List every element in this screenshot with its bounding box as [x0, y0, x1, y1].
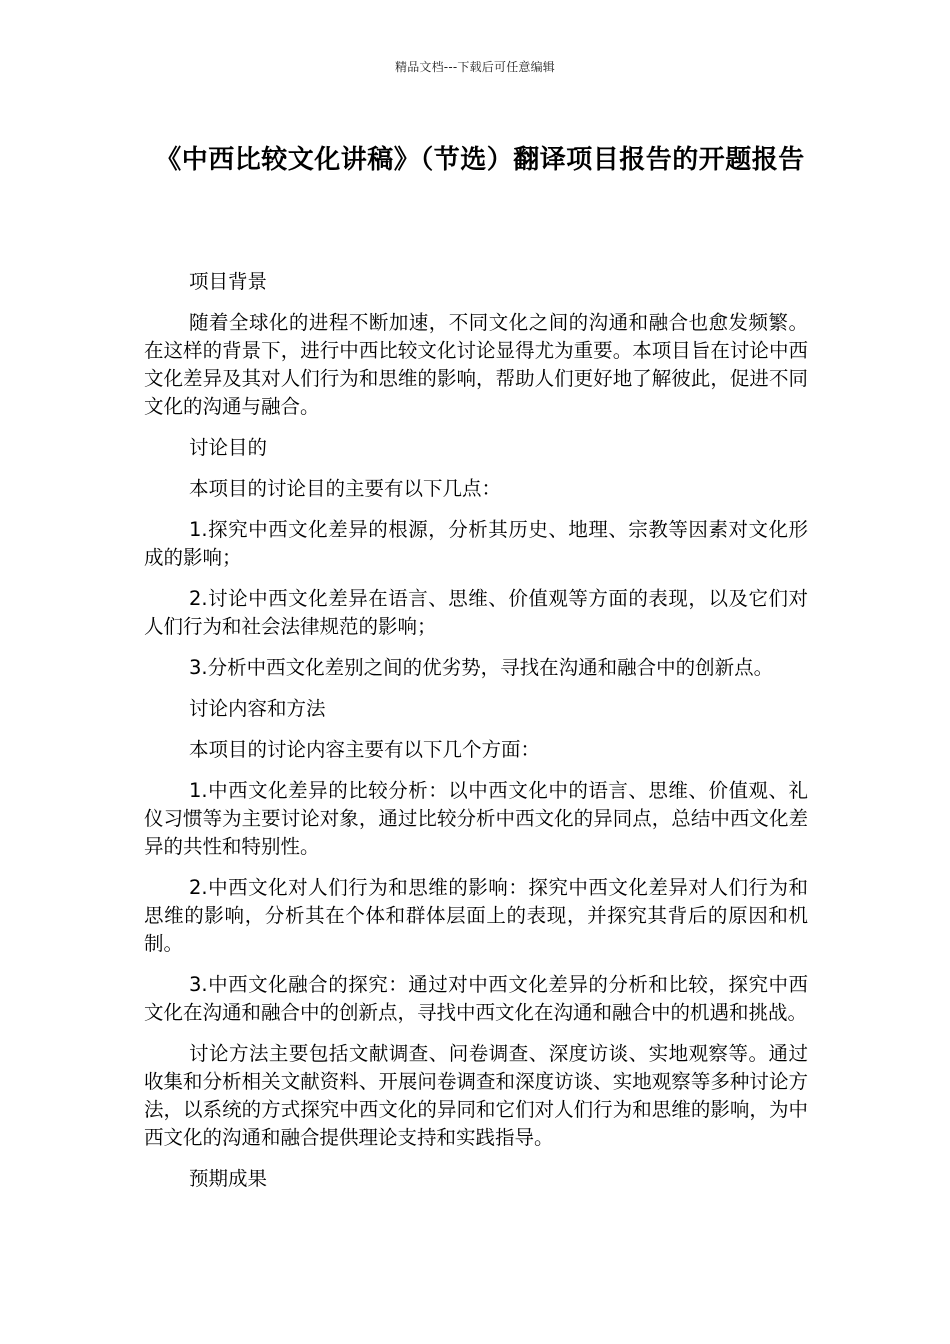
background-paragraph: 随着全球化的进程不断加速，不同文化之间的沟通和融合也愈发频繁。在这样的背景下，进行中西比较文化讨论显得尤为重要。本项目旨在讨论中西文化差异及其对人们行为和思维的影响，帮助人们更好地了解彼此，促进不同文化的沟通与融合。: [144, 311, 808, 418]
content-intro: 本项目的讨论内容主要有以下几个方面：: [189, 738, 541, 761]
content-item-1: 1.中西文化差异的比较分析：以中西文化中的语言、思维、价值观、礼仪习惯等为主要讨论对象，通过比较分析中西文化的异同点，总结中西文化差异的共性和特别性。: [144, 779, 808, 858]
document-body: [144, 268, 808, 1206]
purpose-intro: 本项目的讨论目的主要有以下几点：: [189, 477, 502, 500]
document-title: 《中西比较文化讲稿》（节选）翻译项目报告的开题报告: [155, 145, 805, 175]
section-heading-background: 项目背景: [189, 270, 268, 293]
content-item-2: 2.中西文化对人们行为和思维的影响：探究中西文化差异对人们行为和思维的影响，分析其在个体和群体层面上的表现，并探究其背后的原因和机制。: [144, 876, 808, 955]
content-item-3: 3.中西文化融合的探究：通过对中西文化差异的分析和比较，探究中西文化在沟通和融合中的创新点，寻找中西文化在沟通和融合中的机遇和挑战。: [144, 973, 808, 1024]
purpose-item-1: 1.探究中西文化差异的根源，分析其历史、地理、宗教等因素对文化形成的影响；: [144, 518, 808, 569]
section-heading-content-method: 讨论内容和方法: [189, 697, 326, 720]
purpose-item-2: 2.讨论中西文化差异在语言、思维、价值观等方面的表现，以及它们对人们行为和社会法律规范的影响；: [144, 587, 808, 638]
header-note: 精品文档---下载后可任意编辑: [395, 60, 555, 74]
purpose-item-3: 3.分析中西文化差别之间的优劣势，寻找在沟通和融合中的创新点。: [189, 656, 774, 679]
method-paragraph: 讨论方法主要包括文献调查、问卷调查、深度访谈、实地观察等。通过收集和分析相关文献资料、开展问卷调查和深度访谈、实地观察等多种讨论方法，以系统的方式探究中西文化的异同和它们对人们行为和思维的影响，为中西文化的沟通和融合提供理论支持和实践指导。: [144, 1042, 808, 1149]
section-heading-purpose: 讨论目的: [189, 436, 268, 459]
section-heading-outcomes: 预期成果: [189, 1167, 268, 1190]
